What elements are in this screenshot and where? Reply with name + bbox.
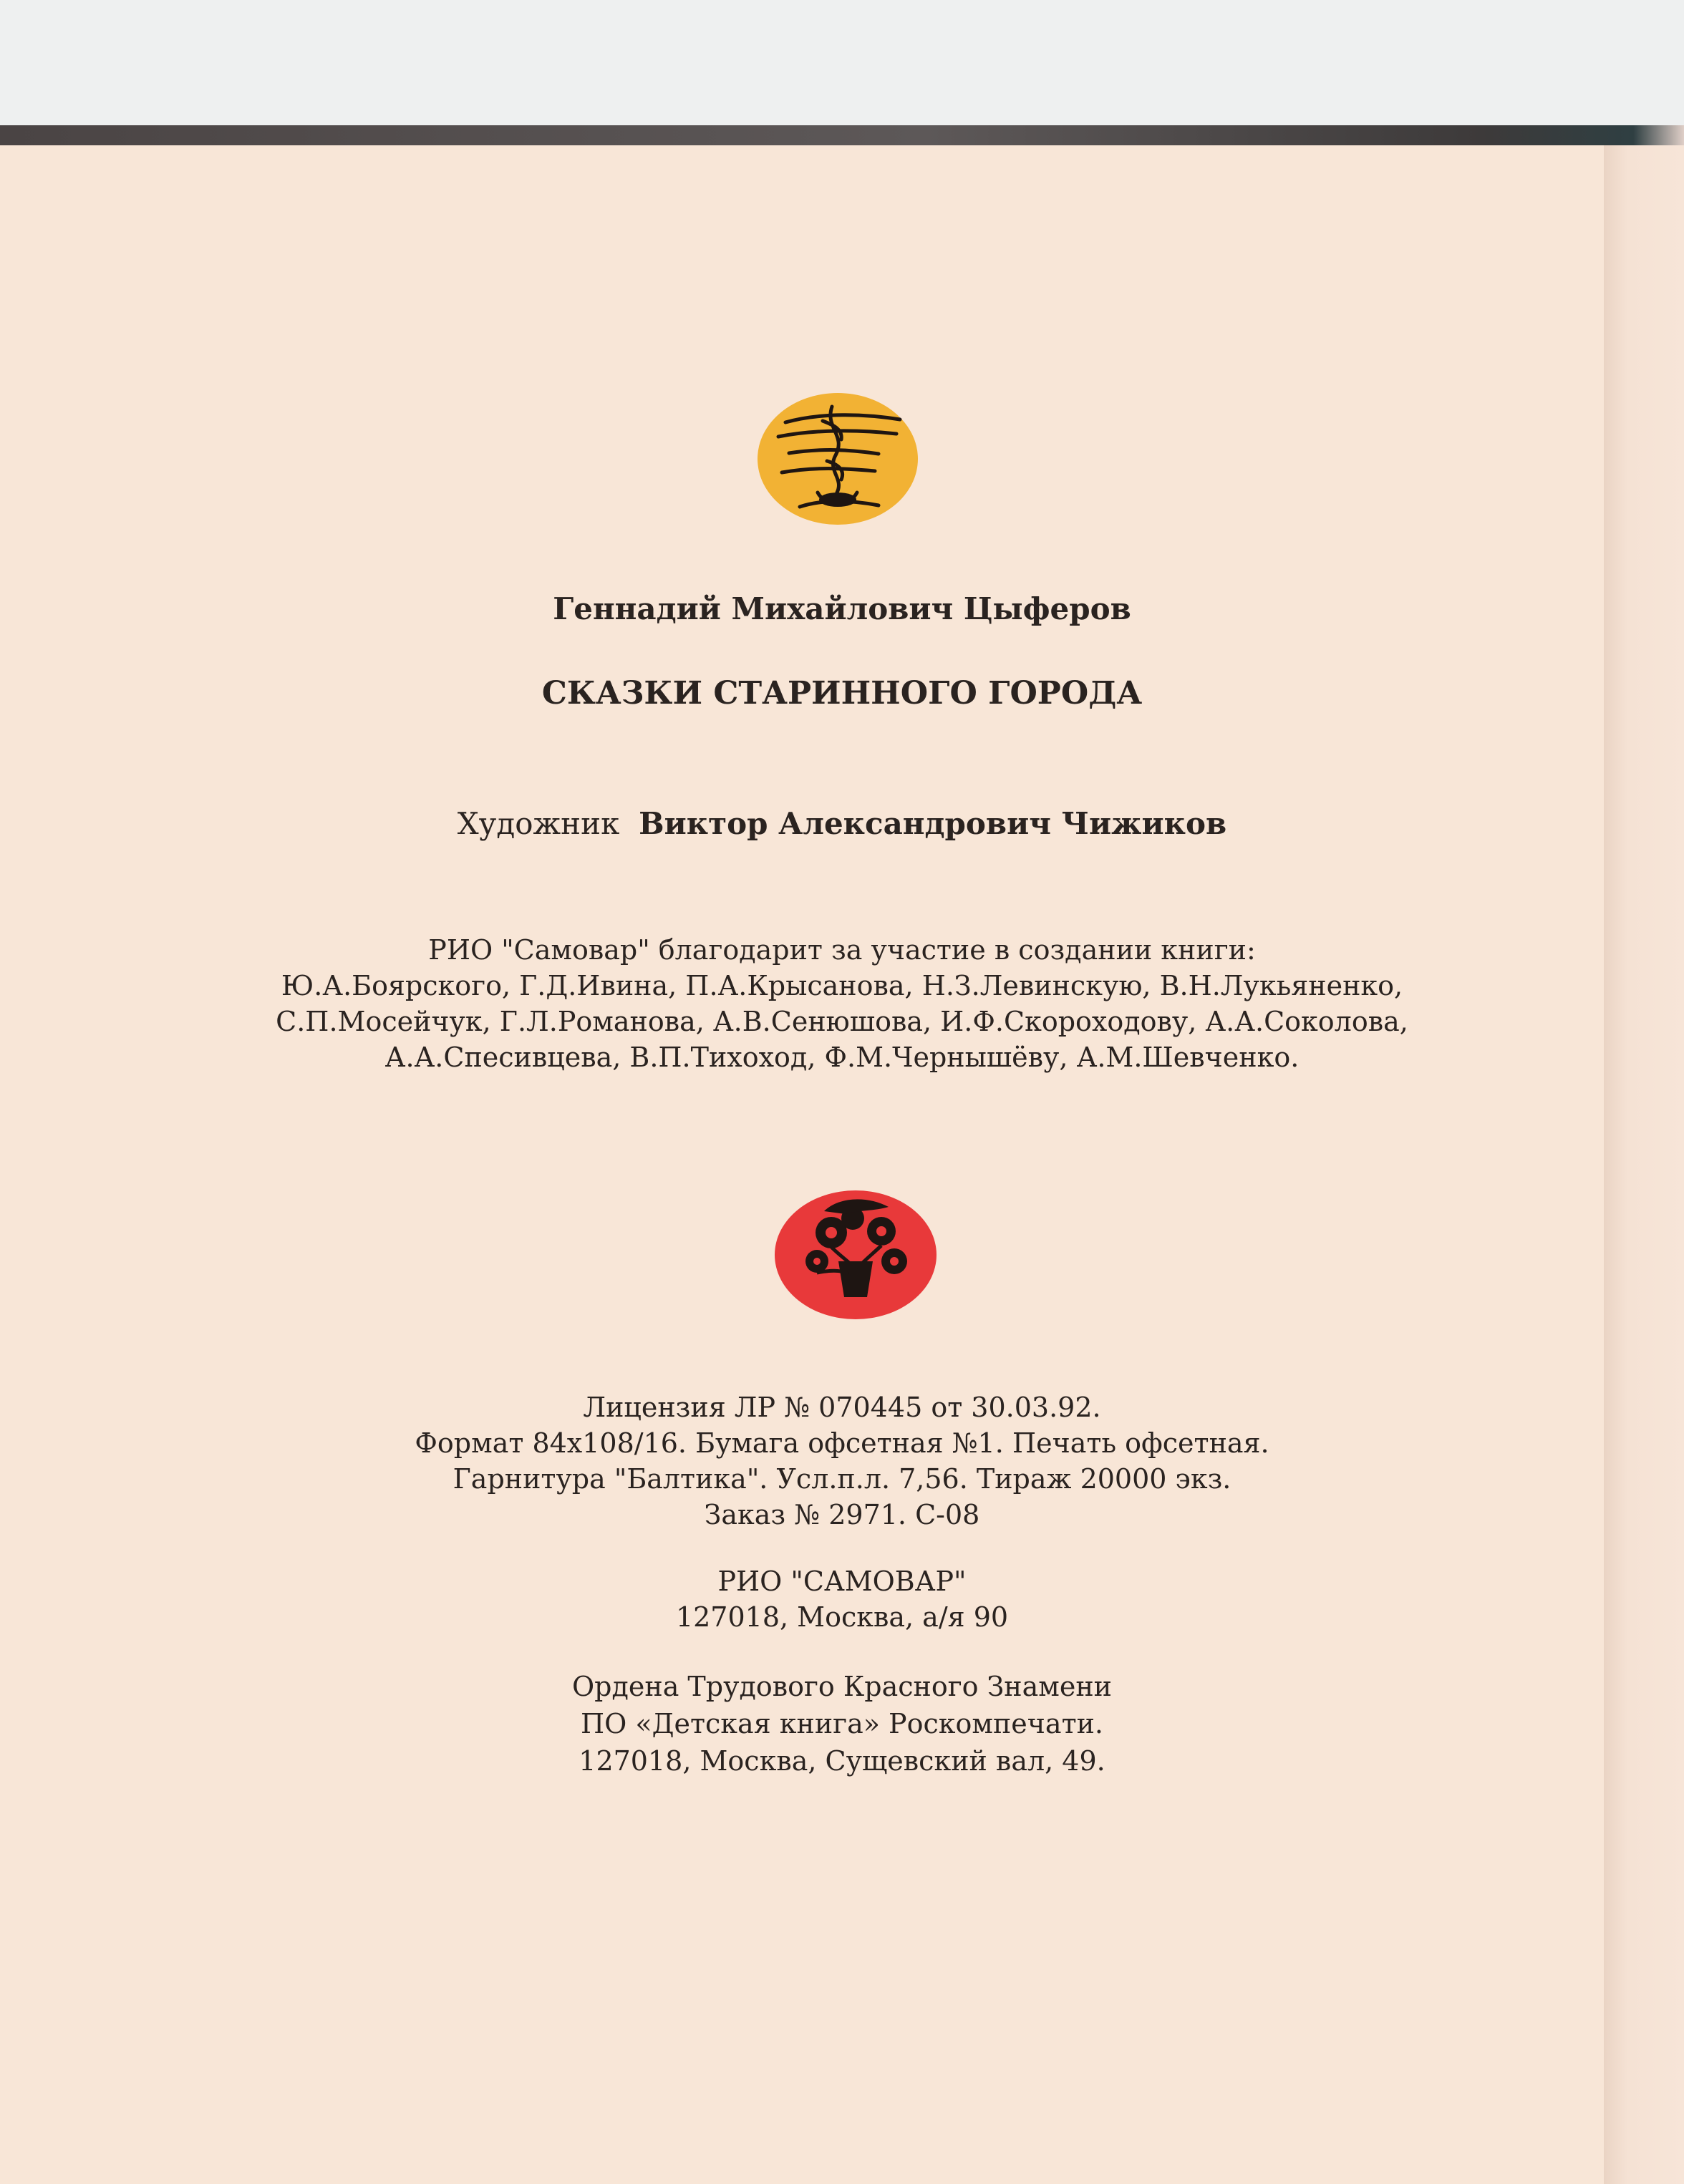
publisher-line: 127018, Москва, а/я 90 — [675, 1601, 1009, 1633]
artist-credit — [0, 806, 1684, 842]
imprint-line: Гарнитура "Балтика". Усл.п.л. 7,56. Тираж 20000 экз. — [453, 1463, 1231, 1495]
imprint-line: Лицензия ЛР № 070445 от 30.03.92. — [583, 1392, 1101, 1423]
acknowledgement-line: А.А.Спесивцева, В.П.Тихоход, Ф.М.Чернышёву, А.М.Шевченко. — [384, 1042, 1300, 1073]
acknowledgement-line: С.П.Мосейчук, Г.Л.Романова, А.В.Сенюшова, И.Ф.Скороходову, А.А.Соколова, — [276, 1006, 1408, 1037]
ornament-emblem-icon — [757, 392, 919, 525]
artist-name: Виктор Александрович Чижиков — [639, 806, 1227, 841]
imprint-line: Формат 84х108/16. Бумага офсетная №1. Печать офсетная. — [415, 1427, 1269, 1459]
imprint-line: Заказ № 2971. С-08 — [704, 1499, 980, 1530]
author-name: Геннадий Михайлович Цыферов — [553, 591, 1131, 626]
book-title: СКАЗКИ СТАРИННОГО ГОРОДА — [541, 675, 1143, 712]
printer-line: Ордена Трудового Красного Знамени — [572, 1671, 1112, 1702]
printer-line: ПО «Детская книга» Роскомпечати. — [581, 1708, 1103, 1739]
acknowledgement-line: РИО "Самовар" благодарит за участие в создании книги: — [428, 934, 1256, 966]
page-edge — [1604, 145, 1684, 2184]
publisher-line: РИО "САМОВАР" — [717, 1566, 967, 1597]
book-edge-bar — [0, 125, 1684, 145]
flower-bouquet-emblem-icon — [774, 1190, 937, 1320]
printer-line: 127018, Москва, Сущевский вал, 49. — [579, 1745, 1105, 1777]
acknowledgement-line: Ю.А.Боярского, Г.Д.Ивина, П.А.Крысанова, Н.З.Левинскую, В.Н.Лукьяненко, — [281, 970, 1403, 1001]
artist-role: Художник — [457, 806, 620, 841]
